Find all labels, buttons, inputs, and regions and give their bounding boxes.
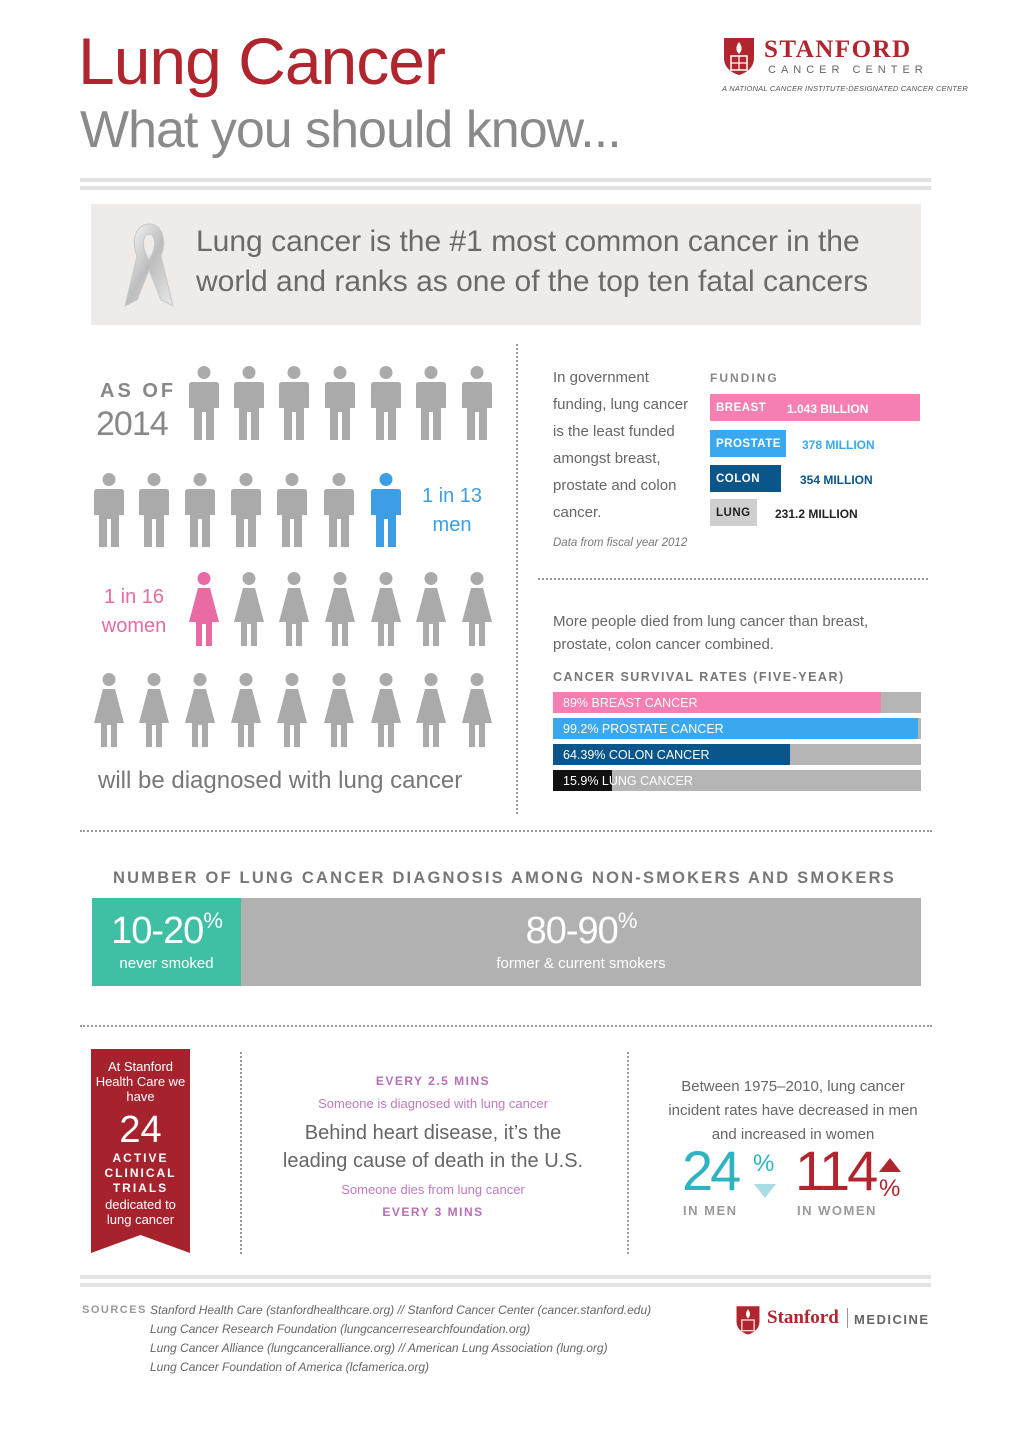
funding-bar-colon <box>710 465 781 492</box>
men-trend-percent: % <box>753 1150 775 1177</box>
man-icon <box>462 366 492 440</box>
smokers-label: former & current smokers <box>496 955 666 972</box>
man-icon <box>277 473 307 547</box>
survival-bar-label: 15.9% LUNG CANCER <box>563 774 693 788</box>
stanford-cancer-center-logo <box>722 36 968 96</box>
woman-icon <box>231 673 261 747</box>
as-of-label: AS OF <box>100 380 177 402</box>
man-icon <box>94 473 124 547</box>
funding-value-label: 354 MILLION <box>800 473 873 487</box>
header-divider <box>80 178 931 190</box>
women-trend-percent: % <box>879 1175 901 1202</box>
smokers-chart <box>92 898 921 986</box>
every-death-interval: EVERY 3 MINS <box>382 1205 484 1219</box>
vertical-divider <box>240 1052 242 1254</box>
never-smoked-label: never smoked <box>119 955 214 972</box>
funding-value-label: 1.043 BILLION <box>787 402 869 416</box>
woman-icon <box>416 572 446 646</box>
man-icon <box>185 473 215 547</box>
man-icon-highlighted <box>371 473 401 547</box>
survival-bar-track <box>553 744 921 765</box>
awareness-ribbon-icon <box>119 220 179 312</box>
death-text: Someone dies from lung cancer <box>341 1182 525 1197</box>
woman-icon <box>462 572 492 646</box>
survival-title: CANCER SURVIVAL RATES (FIVE-YEAR) <box>553 670 845 684</box>
women-ratio-group: women <box>101 615 167 637</box>
survival-bar-track <box>553 692 921 713</box>
survival-bar-label: 99.2% PROSTATE CANCER <box>563 722 724 736</box>
survival-bar-label: 64.39% COLON CANCER <box>563 748 710 762</box>
man-icon <box>371 366 401 440</box>
banner-number: 24 <box>119 1109 162 1151</box>
man-icon <box>139 473 169 547</box>
men-ratio-label <box>418 482 486 540</box>
woman-icon <box>325 572 355 646</box>
funding-bar-label: LUNG <box>716 507 751 519</box>
callout-box <box>91 204 921 325</box>
stanford-medicine-logo <box>735 1304 935 1340</box>
woman-icon <box>416 673 446 747</box>
funding-bar-label: BREAST <box>716 402 767 414</box>
funding-note: Data from fiscal year 2012 <box>553 537 688 549</box>
footer-divider <box>80 1275 931 1287</box>
source-line: Lung Cancer Alliance (lungcanceralliance.org) // American Lung Association (lung.org) <box>150 1341 608 1355</box>
woman-icon <box>371 673 401 747</box>
diagnosis-text: Someone is diagnosed with lung cancer <box>318 1096 548 1111</box>
woman-icon <box>462 673 492 747</box>
logo-name: STANFORD <box>764 36 912 63</box>
man-icon <box>234 366 264 440</box>
woman-icon <box>185 673 215 747</box>
funding-title: FUNDING <box>710 371 779 385</box>
trend-text: Between 1975–2010, lung cancer incident rates have decreased in men and increased in women <box>668 1078 918 1143</box>
source-line: Lung Cancer Foundation of America (lcfamerica.org) <box>150 1360 430 1374</box>
men-trend-label: IN MEN <box>683 1203 738 1218</box>
sources-label: SOURCES <box>82 1304 147 1316</box>
footer-logo-sub: MEDICINE <box>854 1312 930 1327</box>
heart-text-line-1: Behind heart disease, it’s the <box>304 1122 562 1144</box>
funding-text: In government funding, lung cancer is the least funded amongst breast, prostate and colon cancer. <box>553 369 689 521</box>
funding-bar-label: PROSTATE <box>716 438 781 450</box>
pictogram-caption: will be diagnosed with lung cancer <box>98 767 463 794</box>
man-icon <box>324 473 354 547</box>
funding-bar-prostate <box>710 430 786 457</box>
clinical-trials-banner <box>91 1049 190 1253</box>
man-icon <box>325 366 355 440</box>
logo-separator <box>847 1308 848 1328</box>
heart-disease-text <box>262 1119 604 1175</box>
every-diagnosis-interval: EVERY 2.5 MINS <box>375 1074 491 1088</box>
smokers-value: 80-90% <box>525 908 637 952</box>
survival-bar-track <box>553 770 921 791</box>
women-trend-label: IN WOMEN <box>797 1203 877 1218</box>
vertical-divider <box>627 1052 629 1254</box>
woman-icon <box>139 673 169 747</box>
men-ratio-group: men <box>432 514 472 536</box>
women-ratio-label <box>94 583 174 641</box>
decrease-arrow-icon <box>754 1184 776 1198</box>
page-title: Lung Cancer <box>78 24 445 98</box>
page-subtitle: What you should know... <box>80 101 621 159</box>
man-icon <box>279 366 309 440</box>
funding-value-label: 231.2 MILLION <box>775 507 858 521</box>
section-divider <box>80 1025 932 1027</box>
vertical-divider <box>516 344 518 814</box>
source-line: Lung Cancer Research Foundation (lungcancerresearchfoundation.org) <box>150 1322 531 1336</box>
survival-bar-track <box>553 718 921 739</box>
never-smoked-value: 10-20% <box>111 908 222 952</box>
woman-icon <box>324 673 354 747</box>
woman-icon <box>371 572 401 646</box>
stanford-shield-icon <box>735 1304 761 1336</box>
callout-line-2: world and ranks as one of the top ten fatal cancers <box>196 265 869 298</box>
funding-bar-label: COLON <box>716 473 761 485</box>
woman-icon-highlighted <box>189 572 219 646</box>
smokers-title: NUMBER OF LUNG CANCER DIAGNOSIS AMONG NON-SMOKERS AND SMOKERS <box>113 869 896 887</box>
women-ratio-value: 1 in 16 <box>103 586 165 608</box>
woman-icon <box>234 572 264 646</box>
banner-outro: dedicated to lung cancer <box>105 1197 176 1227</box>
funding-bar-lung <box>710 499 757 526</box>
men-trend-value: 24 <box>682 1139 739 1202</box>
footer-logo-name: Stanford <box>767 1307 839 1328</box>
man-icon <box>416 366 446 440</box>
men-ratio-value: 1 in 13 <box>421 485 483 507</box>
as-of-year: 2014 <box>96 405 168 443</box>
woman-icon <box>279 572 309 646</box>
section-divider <box>80 830 932 832</box>
woman-icon <box>94 673 124 747</box>
man-icon <box>231 473 261 547</box>
women-trend-value: 114 <box>795 1139 876 1202</box>
funding-value-label: 378 MILLION <box>802 438 875 452</box>
callout-line-1: Lung cancer is the #1 most common cancer in the <box>196 225 860 258</box>
heart-text-line-2: leading cause of death in the U.S. <box>282 1150 584 1172</box>
logo-sub: CANCER CENTER <box>768 64 928 76</box>
woman-icon <box>277 673 307 747</box>
man-icon <box>189 366 219 440</box>
survival-intro: More people died from lung cancer than breast, prostate, colon cancer combined. <box>553 613 869 653</box>
stanford-shield-icon <box>722 36 756 76</box>
section-divider <box>538 578 928 580</box>
banner-intro: At Stanford Health Care we have <box>95 1059 186 1104</box>
source-line: Stanford Health Care (stanfordhealthcare.org) // Stanford Cancer Center (cancer.stanford.edu) <box>150 1303 652 1317</box>
increase-arrow-icon <box>879 1158 901 1172</box>
logo-tagline: A NATIONAL CANCER INSTITUTE-DESIGNATED CANCER CENTER <box>722 84 968 93</box>
survival-bar-label: 89% BREAST CANCER <box>563 696 698 710</box>
banner-label: ACTIVE CLINICAL TRIALS <box>104 1151 177 1195</box>
